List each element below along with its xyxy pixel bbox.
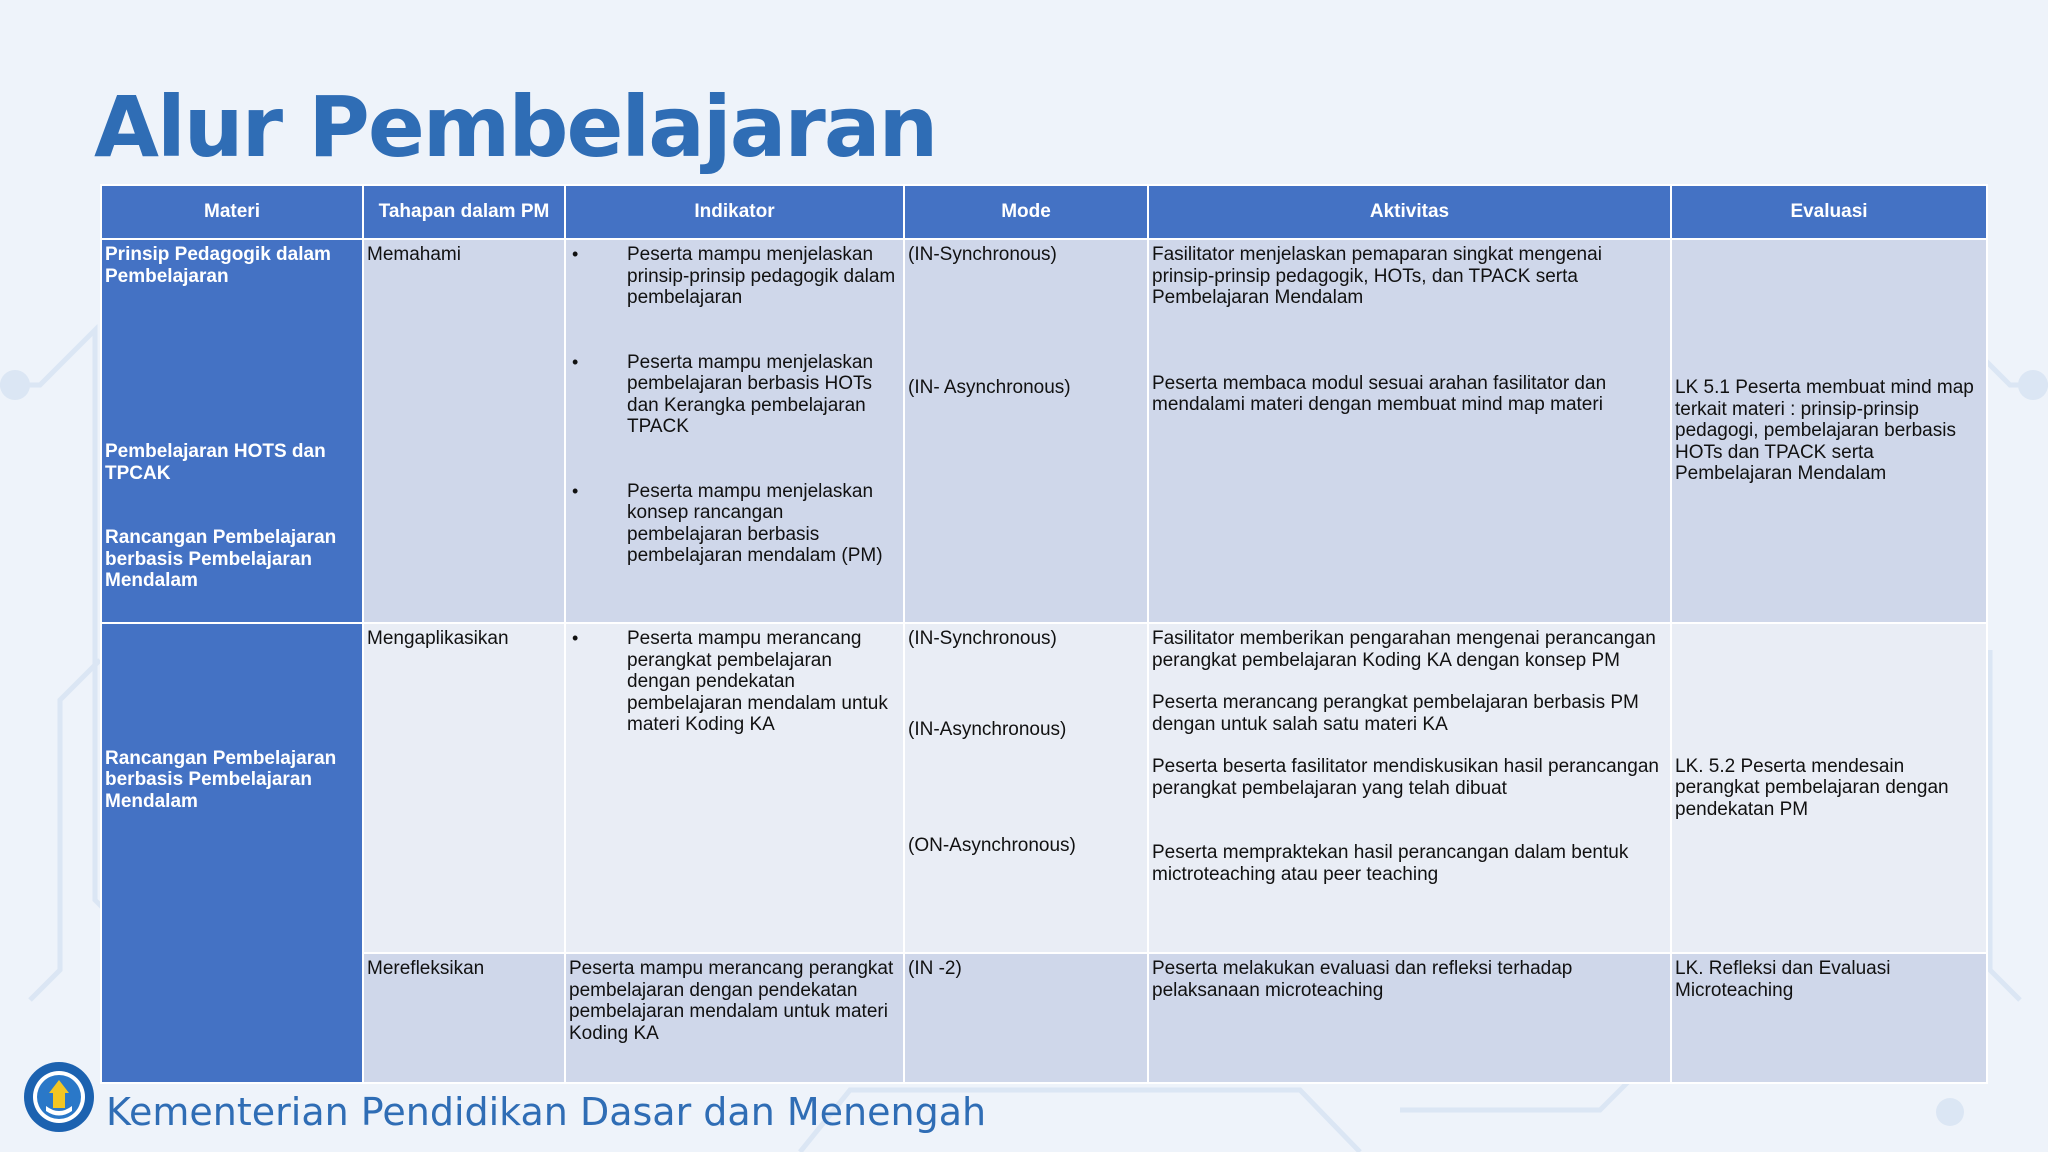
materi-item: Rancangan Pembelajaran berbasis Pembelajaran Mendalam	[105, 527, 337, 591]
mode-cell: (IN -2)	[904, 953, 1148, 1083]
materi-cell	[101, 239, 363, 623]
evaluasi-cell	[1671, 623, 1987, 953]
indikator-bullet-item: • Peserta mampu merancang perangkat pembelajaran dengan pendekatan pembelajaran mendalam untuk materi Koding KA	[569, 628, 900, 736]
tahapan-cell: Mengaplikasikan	[363, 623, 565, 953]
indikator-cell	[565, 623, 904, 953]
materi-item: Prinsip Pedagogik dalam Pembelajaran	[105, 244, 331, 287]
evaluasi-cell: LK. Refleksi dan Evaluasi Microteaching	[1671, 953, 1987, 1083]
column-header-materi: Materi	[101, 185, 363, 239]
footer-ministry-name: Kementerian Pendidikan Dasar dan Menengah	[106, 1090, 987, 1134]
evaluasi-text: LK 5.1 Peserta membuat mind map terkait materi : prinsip-prinsip pedagogi, pembelajaran berbasis HOTs dan TPACK serta Pembelajaran Mendalam	[1675, 377, 1974, 485]
aktivitas-cell	[1148, 623, 1671, 953]
column-header-aktivitas: Aktivitas	[1148, 185, 1671, 239]
aktivitas-cell	[1148, 239, 1671, 623]
table-row-memahami	[101, 239, 1987, 623]
indikator-bullet-item: • Peserta mampu menjelaskan prinsip-prinsip pedagogik dalam pembelajaran	[569, 244, 900, 309]
indikator-cell: Peserta mampu merancang perangkat pembelajaran dengan pendekatan pembelajaran mendalam untuk materi Koding KA	[565, 953, 904, 1083]
indikator-bullet-item: • Peserta mampu menjelaskan pembelajaran berbasis HOTs dan Kerangka pembelajaran TPACK	[569, 352, 900, 438]
mode-item: (IN-Synchronous)	[908, 244, 1057, 265]
aktivitas-item: Peserta membaca modul sesuai arahan fasilitator dan mendalami materi dengan membuat mind map materi	[1152, 372, 1607, 415]
mode-cell	[904, 623, 1148, 953]
ministry-logo-icon	[22, 1060, 96, 1134]
evaluasi-cell	[1671, 239, 1987, 623]
column-header-evaluasi: Evaluasi	[1671, 185, 1987, 239]
mode-item: (IN-Asynchronous)	[908, 718, 1067, 740]
aktivitas-item: Peserta mempraktekan hasil perancangan dalam bentuk mictroteaching atau peer teaching	[1152, 842, 1629, 885]
materi-cell	[101, 623, 363, 1083]
table-row-merefleksikan	[101, 953, 1987, 1083]
materi-item: Pembelajaran HOTS dan TPCAK	[105, 441, 326, 484]
column-header-tahapan: Tahapan dalam PM	[363, 185, 565, 239]
column-header-mode: Mode	[904, 185, 1148, 239]
table-row-mengaplikasikan	[101, 623, 1987, 953]
learning-flow-table	[100, 184, 1988, 1084]
mode-item: (ON-Asynchronous)	[908, 835, 1076, 856]
aktivitas-item: Fasilitator memberikan pengarahan mengenai perancangan perangkat pembelajaran Koding KA dengan konsep PM	[1152, 628, 1656, 671]
mode-item: (IN- Asynchronous)	[908, 376, 1071, 398]
aktivitas-item: Peserta beserta fasilitator mendiskusikan hasil perancangan perangkat pembelajaran yang telah dibuat	[1152, 756, 1659, 799]
aktivitas-item: Fasilitator menjelaskan pemaparan singkat mengenai prinsip-prinsip pedagogik, HOTs, dan TPACK serta Pembelajaran Mendalam	[1152, 244, 1602, 308]
indikator-bullet-item: • Peserta mampu menjelaskan konsep rancangan pembelajaran berbasis pembelajaran mendalam (PM)	[569, 481, 900, 567]
page-title: Alur Pembelajaran	[94, 78, 937, 176]
aktivitas-cell: Peserta melakukan evaluasi dan refleksi terhadap pelaksanaan microteaching	[1148, 953, 1671, 1083]
aktivitas-item: Peserta merancang perangkat pembelajaran berbasis PM dengan untuk salah satu materi KA	[1152, 692, 1639, 735]
indikator-cell	[565, 239, 904, 623]
column-header-indikator: Indikator	[565, 185, 904, 239]
tahapan-cell: Merefleksikan	[363, 953, 565, 1083]
evaluasi-text: LK. 5.2 Peserta mendesain perangkat pembelajaran dengan pendekatan PM	[1675, 755, 1949, 820]
mode-item: (IN-Synchronous)	[908, 628, 1057, 649]
materi-item: Rancangan Pembelajaran berbasis Pembelajaran Mendalam	[105, 747, 337, 812]
mode-cell	[904, 239, 1148, 623]
tahapan-cell: Memahami	[363, 239, 565, 623]
table-header-row	[101, 185, 1987, 239]
